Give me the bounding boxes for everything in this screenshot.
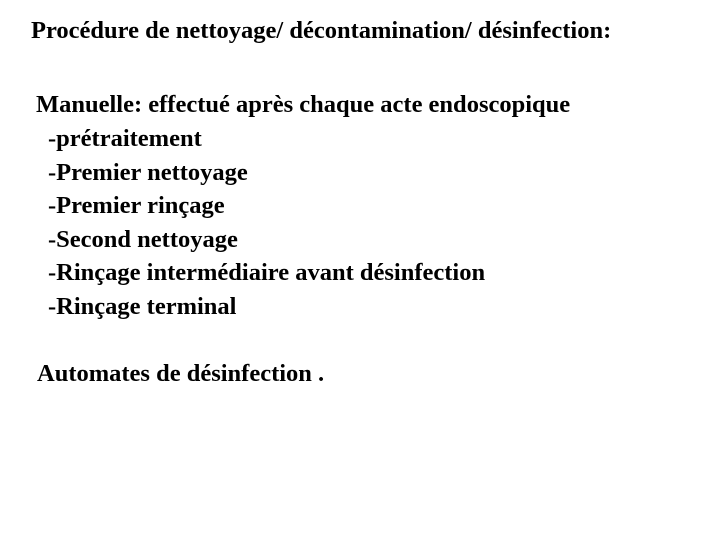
manual-steps-list <box>48 122 485 324</box>
step-pretreatment: -prétraitement <box>48 125 202 152</box>
slide-title: Procédure de nettoyage/ décontamination/ désinfection: <box>31 17 612 44</box>
step-first-cleaning: -Premier nettoyage <box>48 158 248 186</box>
step-intermediate-rinse: -Rinçage intermédiaire avant désinfection <box>48 259 486 287</box>
manual-procedure-heading: Manuelle: effectué après chaque acte endoscopique <box>36 91 571 118</box>
step-final-rinse: -Rinçage terminal <box>48 292 237 320</box>
step-first-rinse: -Premier rinçage <box>48 192 225 220</box>
step-second-cleaning: -Second nettoyage <box>48 225 238 253</box>
automated-disinfection-text: Automates de désinfection . <box>37 360 325 387</box>
